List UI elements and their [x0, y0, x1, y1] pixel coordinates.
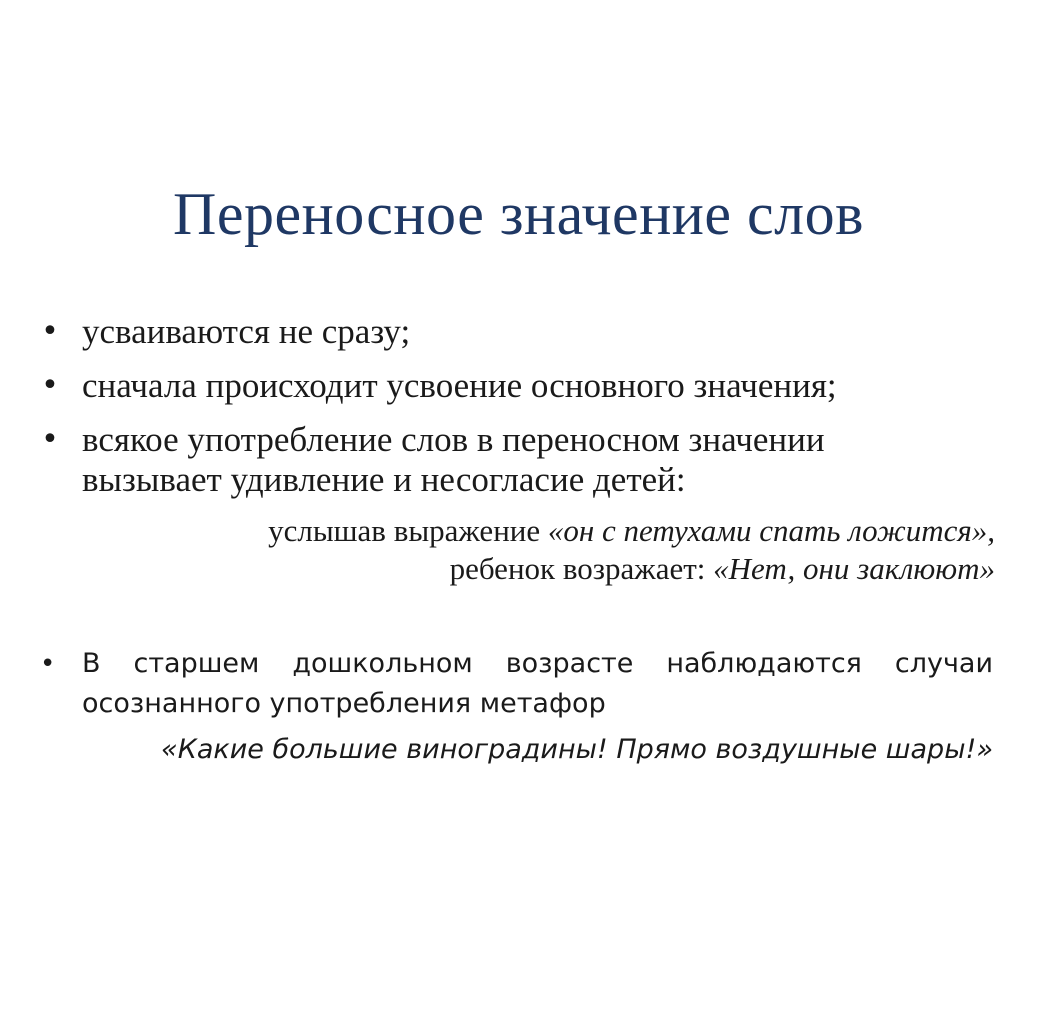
- metaphor-example: «Какие большие виноградины! Прямо воздушные шары!»: [161, 734, 993, 765]
- bullet-list: [40, 312, 1000, 514]
- list-item: [40, 312, 1000, 352]
- list-item-text: всякое употребление слов в переносном значении вызывает удивление и несогласие детей:: [82, 420, 825, 499]
- bullet-icon: •: [41, 314, 59, 349]
- example-prefix: услышав выражение: [268, 513, 548, 548]
- bullet-icon: •: [41, 368, 59, 403]
- older-preschool-list: [40, 644, 993, 724]
- example-line-1: [95, 512, 995, 550]
- list-item-text: сначала происходит усвоение основного значения;: [82, 366, 837, 405]
- bullet-icon: •: [40, 649, 56, 679]
- list-item-line-2: осознанного употребления метафор: [82, 688, 606, 719]
- example-prefix: ребенок возражает:: [449, 551, 714, 586]
- list-item-text: усваиваются не сразу;: [82, 312, 411, 351]
- example-quote: [95, 512, 995, 588]
- list-item: [40, 420, 962, 500]
- list-item: [40, 366, 1000, 406]
- example-quote-text: «он с петухами спать ложится»,: [547, 513, 995, 548]
- example-line-2: [95, 550, 995, 588]
- slide-title-text: Переносное значение слов: [173, 181, 864, 247]
- bullet-icon: •: [41, 422, 59, 457]
- slide-title: [0, 180, 1057, 249]
- example-quote-text: «Нет, они заклюют»: [713, 551, 995, 586]
- list-item: [40, 644, 993, 724]
- list-item-line-1: В старшем дошкольном возрасте наблюдаются случаи: [82, 648, 993, 679]
